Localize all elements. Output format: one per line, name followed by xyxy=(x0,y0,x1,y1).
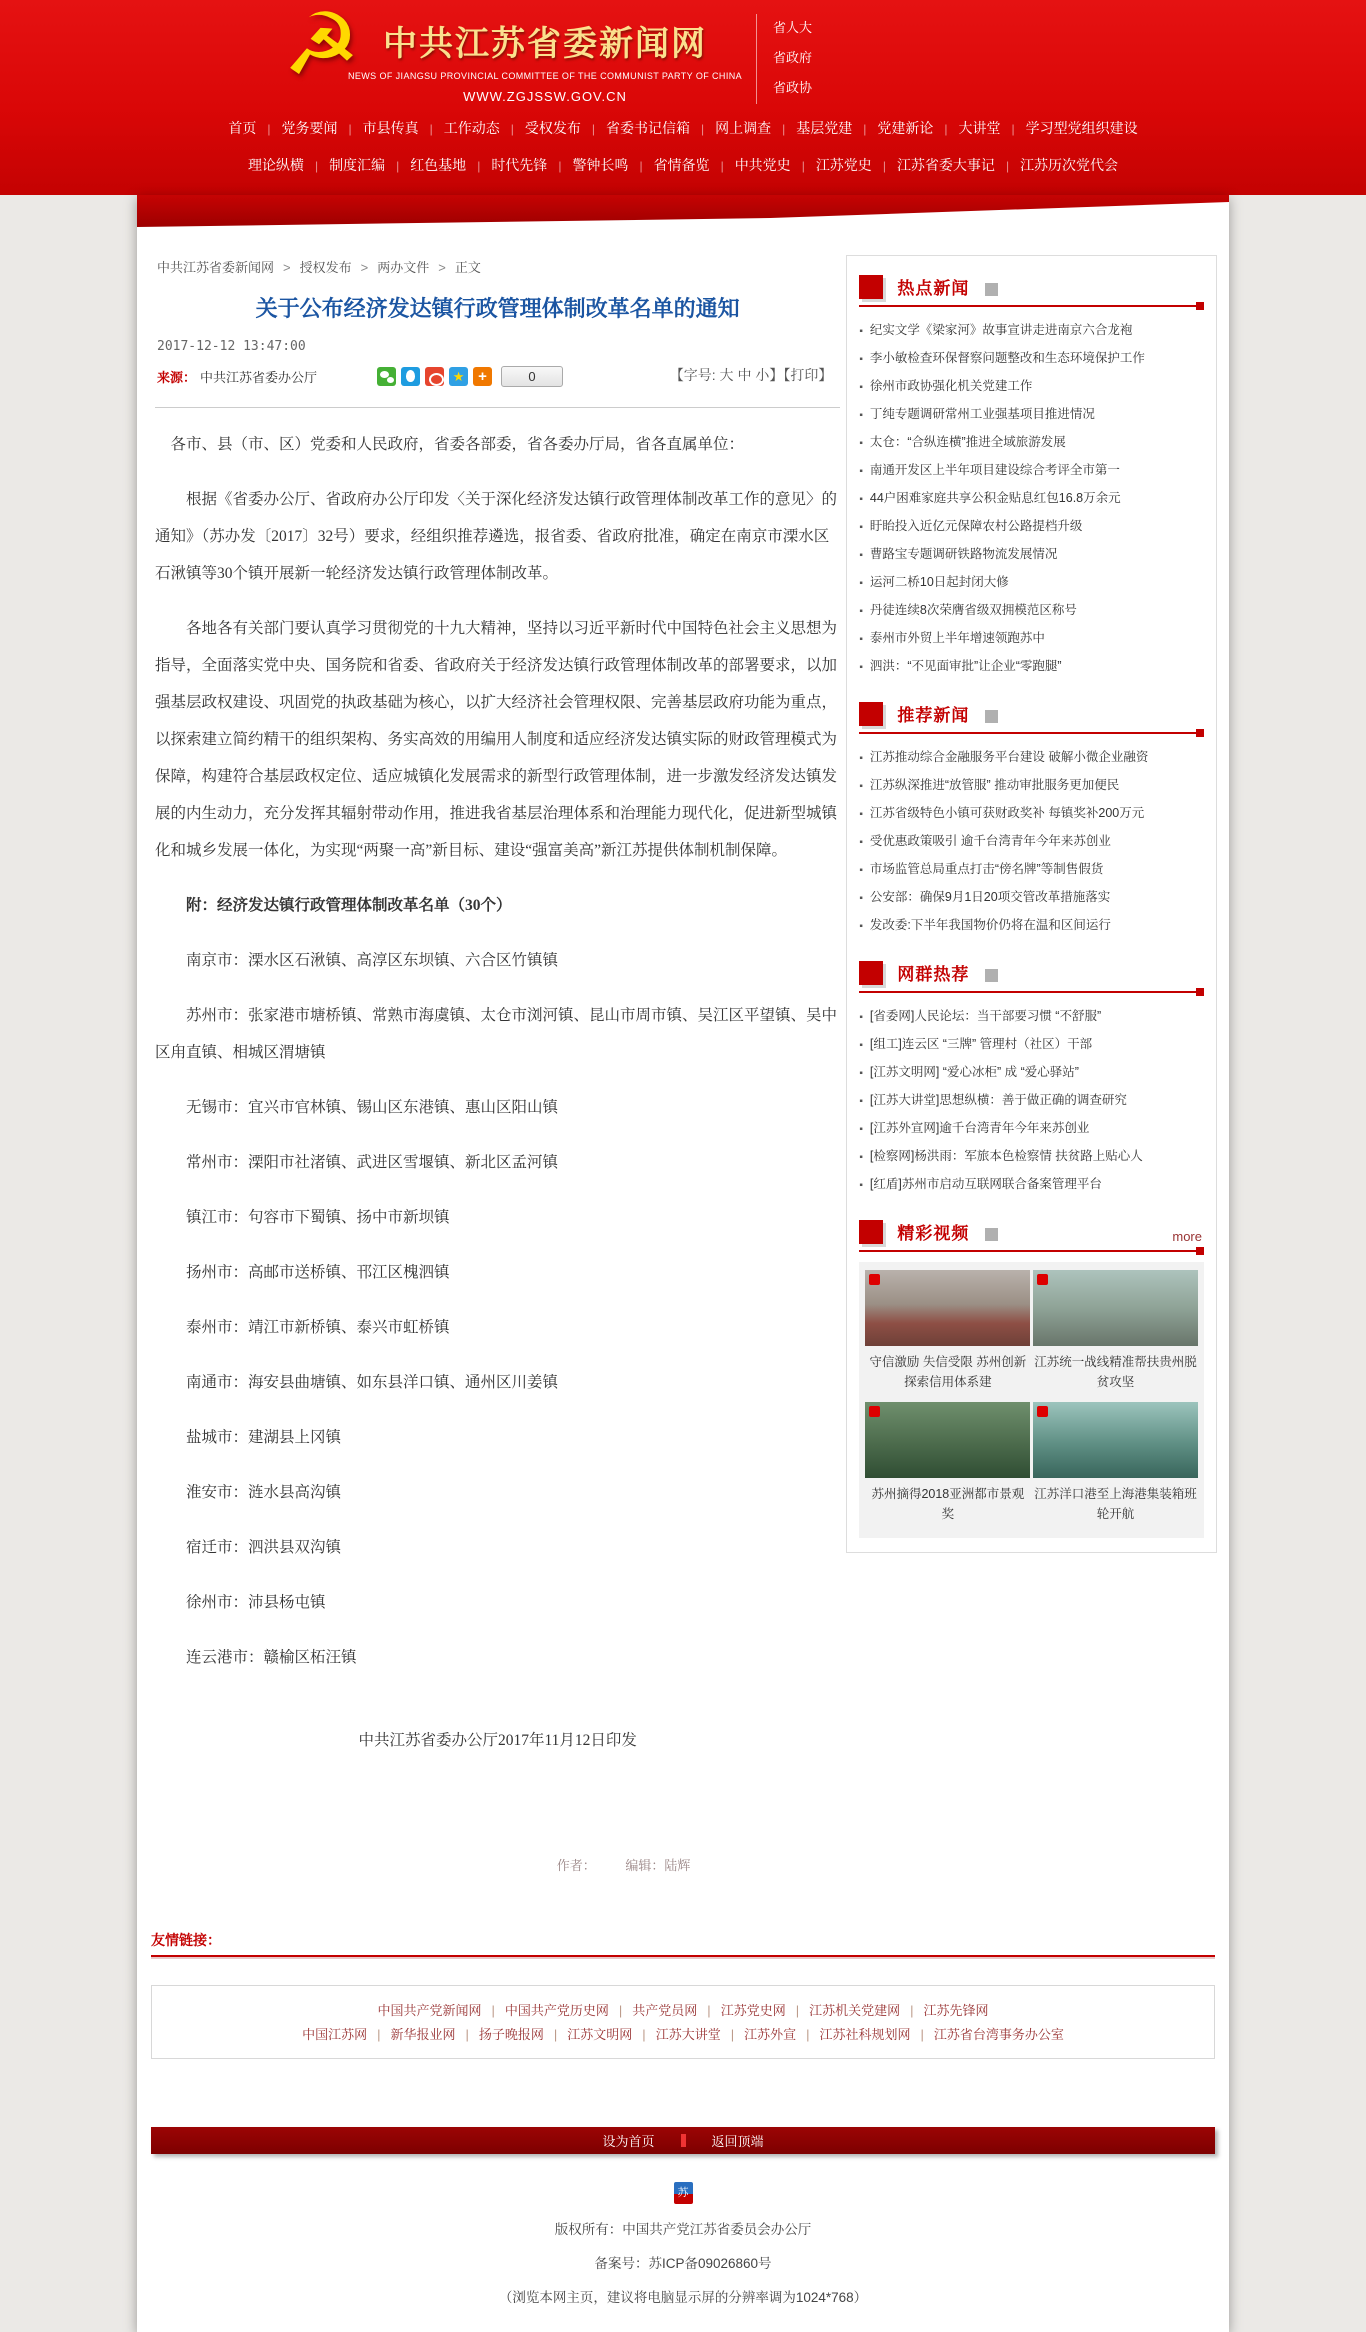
issued-line: 中共江苏省委办公厅2017年11月12日印发 xyxy=(358,1732,637,1749)
video-thumbnail[interactable] xyxy=(1033,1402,1198,1478)
nav-item[interactable]: | 学习型党组织建设 xyxy=(1001,118,1138,138)
news-link[interactable]: ▪ 市场监管总局重点打击“傍名牌”等制售假货 xyxy=(859,856,1204,884)
qzone-icon[interactable] xyxy=(449,367,468,386)
web-hot-header xyxy=(859,946,1204,993)
video-thumbnail[interactable] xyxy=(865,1270,1030,1346)
nav-item[interactable]: | 中共党史 xyxy=(710,155,791,175)
friend-link[interactable]: | 江苏省台湾事务办公室 xyxy=(911,2027,1064,2042)
news-link[interactable]: ▪ 江苏纵深推进“放管服” 推动审批服务更加便民 xyxy=(859,772,1204,800)
share-counter: 0 xyxy=(501,366,563,387)
friend-link[interactable]: | 江苏党史网 xyxy=(697,2003,785,2018)
videos-header xyxy=(859,1205,1204,1252)
news-link[interactable]: ▪ 受优惠政策吸引 逾千台湾青年今年来苏创业 xyxy=(859,828,1204,856)
print-button[interactable]: 【打印】 xyxy=(783,367,833,383)
news-link[interactable]: ▪ 丁纯专题调研常州工业强基项目推进情况 xyxy=(859,401,1204,429)
breadcrumb-item[interactable]: > 授权发布 xyxy=(274,257,352,276)
gov-quick-link[interactable]: 省人大 xyxy=(773,20,813,35)
city-town-entry: 无锡市：宜兴市官林镇、锡山区东港镇、惠山区阳山镇 xyxy=(186,1099,559,1116)
gov-quick-links xyxy=(756,14,884,104)
city-town-entry: 泰州市：靖江市新桥镇、泰兴市虹桥镇 xyxy=(186,1319,450,1336)
icp-line: 备案号：苏ICP备09026860号 xyxy=(594,2256,772,2271)
friend-link[interactable]: | 江苏社科规划网 xyxy=(796,2027,910,2042)
friend-link[interactable]: | 中国共产党历史网 xyxy=(481,2003,608,2018)
news-link[interactable]: ▪ 江苏省级特色小镇可获财政奖补 每镇奖补200万元 xyxy=(859,800,1204,828)
video-caption: 苏州摘得2018亚洲都市景观奖 xyxy=(871,1487,1025,1521)
city-town-entry: 徐州市：沛县杨屯镇 xyxy=(186,1594,326,1611)
share-plus-icon[interactable] xyxy=(473,367,492,386)
news-link[interactable]: ▪ [省委网]人民论坛：当干部要习惯 “不舒服” xyxy=(859,1003,1204,1031)
nav-item[interactable]: | 基层党建 xyxy=(771,118,852,138)
nav-item[interactable]: | 江苏历次党代会 xyxy=(995,155,1118,175)
nav-item[interactable]: | 红色基地 xyxy=(385,155,466,175)
source-value: 中共江苏省委办公厅 xyxy=(200,370,318,385)
city-town-entry: 宿迁市：泗洪县双沟镇 xyxy=(186,1539,342,1556)
news-link[interactable]: ▪ 运河二桥10日起封闭大修 xyxy=(859,569,1204,597)
section-deco-icon xyxy=(985,969,998,982)
ribbon-decoration xyxy=(137,195,1229,227)
section-title: 推荐新闻 xyxy=(897,706,970,725)
nav-item[interactable]: | 省情备览 xyxy=(628,155,709,175)
site-footer xyxy=(137,2182,1229,2306)
nav-item[interactable]: | 警钟长鸣 xyxy=(547,155,628,175)
news-link[interactable]: ▪ 泰州市外贸上半年增速领跑苏中 xyxy=(859,625,1204,653)
site-header xyxy=(0,0,1366,195)
section-square-icon xyxy=(859,961,883,985)
breadcrumb-item[interactable]: > 正文 xyxy=(429,257,481,276)
video-caption: 江苏统一战线精准帮扶贵州脱贫攻坚 xyxy=(1034,1355,1197,1389)
article-column xyxy=(149,227,846,1904)
article-body xyxy=(155,426,840,1759)
article-meta xyxy=(155,339,840,387)
nav-item[interactable]: | 受权发布 xyxy=(500,118,581,138)
attachment-heading: 附：经济发达镇行政管理体制改革名单（30个） xyxy=(186,897,512,914)
video-caption: 江苏洋口港至上海港集装箱班轮开航 xyxy=(1034,1487,1197,1521)
nav-item[interactable]: | 党务要闻 xyxy=(256,118,337,138)
video-item[interactable] xyxy=(1033,1402,1198,1524)
nav-item[interactable]: | 省委书记信箱 xyxy=(581,118,690,138)
nav-item[interactable]: | 网上调查 xyxy=(690,118,771,138)
author-label: 作者： xyxy=(556,1858,596,1873)
news-link[interactable]: ▪ 李小敏检查环保督察问题整改和生态环境保护工作 xyxy=(859,345,1204,373)
article-paragraph: 根据《省委办公厅、省政府办公厅印发〈关于深化经济发达镇行政管理体制改革工作的意见〉的通知》（苏办发〔2017〕32号）要求，经组织推荐遴选，报省委、省政府批准，确定在南京市溧水区石湫镇等30个镇开展新一轮经济发达镇行政管理体制改革。 xyxy=(155,491,838,582)
video-thumbnail[interactable] xyxy=(1033,1270,1198,1346)
city-town-entry: 连云港市：赣榆区柘汪镇 xyxy=(186,1649,357,1666)
news-link[interactable]: ▪ [检察网]杨洪雨：军旅本色检察情 扶贫路上贴心人 xyxy=(859,1143,1204,1171)
section-title: 热点新闻 xyxy=(897,279,970,298)
city-town-entry: 盐城市：建湖县上冈镇 xyxy=(186,1429,342,1446)
article-paragraph: 各市、县（市、区）党委和人民政府，省委各部委，省各委办厅局，省各直属单位： xyxy=(170,436,745,453)
section-deco-icon xyxy=(985,283,998,296)
news-link[interactable]: ▪ 徐州市政协强化机关党建工作 xyxy=(859,373,1204,401)
news-link[interactable]: ▪ 纪实文学《梁家河》故事宣讲走进南京六合龙袍 xyxy=(859,317,1204,345)
video-grid xyxy=(859,1262,1204,1538)
city-town-entry: 南通市：海安县曲塘镇、如东县洋口镇、通州区川姜镇 xyxy=(186,1374,559,1391)
news-link[interactable]: ▪ 公安部：确保9月1日20项交管改革措施落实 xyxy=(859,884,1204,912)
section-deco-icon xyxy=(985,1228,998,1241)
news-link[interactable]: ▪ 太仓：“合纵连横”推进全域旅游发展 xyxy=(859,429,1204,457)
city-town-entry: 镇江市：句容市下蜀镇、扬中市新坝镇 xyxy=(186,1209,450,1226)
friend-link[interactable]: | 扬子晚报网 xyxy=(455,2027,543,2042)
video-item[interactable] xyxy=(865,1270,1030,1392)
party-emblem-icon: ☭ xyxy=(283,0,361,93)
nav-item[interactable]: | 制度汇编 xyxy=(304,155,385,175)
news-link[interactable]: ▪ [红盾]苏州市启动互联网联合备案管理平台 xyxy=(859,1171,1204,1199)
weibo-icon[interactable] xyxy=(425,367,444,386)
breadcrumb xyxy=(157,257,840,276)
news-link[interactable]: ▪ [江苏文明网] “爱心冰柜” 成 “爱心驿站” xyxy=(859,1059,1204,1087)
page-title: 关于公布经济发达镇行政管理体制改革名单的通知 xyxy=(255,296,740,321)
wechat-icon[interactable] xyxy=(377,367,396,386)
city-town-entry: 常州市：溧阳市社渚镇、武进区雪堰镇、新北区孟河镇 xyxy=(186,1154,559,1171)
copyright-line: 版权所有：中国共产党江苏省委员会办公厅 xyxy=(554,2222,812,2237)
news-link[interactable]: ▪ 丹徒连续8次荣膺省级双拥模范区称号 xyxy=(859,597,1204,625)
news-link[interactable]: ▪ 曹路宝专题调研铁路物流发展情况 xyxy=(859,541,1204,569)
recommend-news-list xyxy=(859,734,1204,946)
breadcrumb-item[interactable]: > 两办文件 xyxy=(352,257,430,276)
friend-link[interactable]: 中国江苏网 xyxy=(302,2027,368,2042)
city-town-entry: 南京市：溧水区石湫镇、高淳区东坝镇、六合区竹镇镇 xyxy=(186,952,559,969)
jiangsu-badge-icon[interactable]: 苏 xyxy=(674,2182,693,2204)
author-editor-line xyxy=(155,1855,690,1874)
section-square-icon xyxy=(859,1220,883,1244)
video-item[interactable] xyxy=(1033,1270,1198,1392)
friend-link[interactable]: | 新华报业网 xyxy=(367,2027,455,2042)
source-label: 来源： xyxy=(157,370,197,385)
friend-link[interactable]: | 共产党员网 xyxy=(609,2003,697,2018)
news-link[interactable]: ▪ [江苏大讲堂]思想纵横：善于做正确的调查研究 xyxy=(859,1087,1204,1115)
news-link[interactable]: ▪ 南通开发区上半年项目建设综合考评全市第一 xyxy=(859,457,1204,485)
editor-label: 编辑：陆辉 xyxy=(625,1858,691,1873)
sidebar xyxy=(846,255,1217,1553)
recommend-news-header xyxy=(859,687,1204,734)
nav-item[interactable]: | 市县传真 xyxy=(338,118,419,138)
friend-link[interactable]: | 江苏大讲堂 xyxy=(632,2027,720,2042)
video-thumbnail[interactable] xyxy=(865,1402,1030,1478)
more-link[interactable]: more xyxy=(1172,1229,1202,1244)
article-paragraph: 各地各有关部门要认真学习贯彻党的十九大精神，坚持以习近平新时代中国特色社会主义思想为指导，全面落实党中央、国务院和省委、省政府关于经济发达镇行政管理体制改革的部署要求，以加强基层政权建设、巩固党的执政基础为核心，以扩大经济社会管理权限、完善基层政府功能为重点，以探索建立简约精干的组织架构、务实高效的用编用人制度和适应经济发达镇实际的财政管理模式为保障，构建符合基层政权定位、适应城镇化发展需求的新型行政管理体制，进一步激发经济发达镇发展的内生动力，充分发挥其辐射带动作用，推进我省基层治理体系和治理能力现代化，促进新型城镇化和城乡发展一体化，为实现“两聚一高”新目标、建设“强富美高”新江苏提供体制机制保障。 xyxy=(155,620,838,859)
bottom-bar xyxy=(151,2127,1215,2154)
share-bar xyxy=(377,366,563,387)
publish-datetime: 2017-12-12 13:47:00 xyxy=(157,339,306,354)
gov-quick-link[interactable]: 省政协 xyxy=(773,80,813,95)
friend-link[interactable]: | 江苏文明网 xyxy=(544,2027,632,2042)
site-url[interactable]: WWW.ZGJSSW.GOV.CN xyxy=(463,89,627,104)
set-home-button[interactable]: 设为首页 xyxy=(602,2134,655,2149)
news-link[interactable]: ▪ [组工]连云区 “三牌” 管理村（社区）干部 xyxy=(859,1031,1204,1059)
section-square-icon xyxy=(859,702,883,726)
nav-item[interactable]: | 党建新论 xyxy=(852,118,933,138)
news-link[interactable]: ▪ 盱眙投入近亿元保障农村公路提档升级 xyxy=(859,513,1204,541)
nav-item[interactable]: 首页 xyxy=(228,120,257,136)
breadcrumb-item[interactable]: 中共江苏省委新闻网 xyxy=(157,260,275,275)
friend-link[interactable]: 中国共产党新闻网 xyxy=(377,2003,482,2018)
friend-link[interactable]: | 江苏机关党建网 xyxy=(786,2003,900,2018)
news-link[interactable]: ▪ 泗洪：“不见面审批”让企业“零跑腿” xyxy=(859,653,1204,681)
city-town-entry: 苏州市：张家港市塘桥镇、常熟市海虞镇、太仓市浏河镇、昆山市周市镇、吴江区平望镇、吴中区甪直镇、相城区渭塘镇 xyxy=(155,1007,838,1061)
video-caption: 守信激励 失信受限 苏州创新探索信用体系建 xyxy=(869,1355,1027,1389)
site-title: 中共江苏省委新闻网 xyxy=(383,25,707,63)
nav-item[interactable]: 理论纵横 xyxy=(247,157,304,173)
news-link[interactable]: ▪ 江苏推动综合金融服务平台建设 破解小微企业融资 xyxy=(859,744,1204,772)
primary-nav xyxy=(137,118,1229,138)
bar-separator xyxy=(681,2134,686,2147)
section-square-icon xyxy=(859,275,883,299)
hot-news-list xyxy=(859,307,1204,687)
nav-item[interactable]: | 江苏省委大事记 xyxy=(872,155,995,175)
secondary-nav xyxy=(137,155,1229,175)
gov-quick-link[interactable]: 省政府 xyxy=(773,50,813,65)
friend-link[interactable]: | 江苏先锋网 xyxy=(900,2003,988,2018)
news-link[interactable]: ▪ 发改委:下半年我国物价仍将在温和区间运行 xyxy=(859,912,1204,940)
hot-news-header xyxy=(859,260,1204,307)
friend-link[interactable]: | 江苏外宣 xyxy=(721,2027,796,2042)
section-title: 网群热荐 xyxy=(897,965,970,984)
nav-item[interactable]: | 工作动态 xyxy=(419,118,500,138)
friend-links-box xyxy=(151,1985,1215,2059)
qq-icon[interactable] xyxy=(401,367,420,386)
fontsize-control[interactable]: 【字号: 大 中 小】 xyxy=(669,367,784,383)
meta-divider xyxy=(155,407,840,408)
back-to-top-button[interactable]: 返回顶端 xyxy=(711,2134,764,2149)
news-link[interactable]: ▪ 44户困难家庭共享公积金贴息红包16.8万余元 xyxy=(859,485,1204,513)
friend-links-label: 友情链接： xyxy=(151,1932,221,1948)
site-subtitle: NEWS OF JIANGSU PROVINCIAL COMMITTEE OF THE COMMUNIST PARTY OF CHINA xyxy=(347,71,743,81)
friend-links-section xyxy=(137,1930,1229,2059)
nav-item[interactable]: | 江苏党史 xyxy=(791,155,872,175)
nav-item[interactable]: | 大讲堂 xyxy=(933,118,1000,138)
video-item[interactable] xyxy=(865,1402,1030,1524)
section-title: 精彩视频 xyxy=(897,1224,970,1243)
section-deco-icon xyxy=(985,710,998,723)
page-sheet xyxy=(137,195,1229,2332)
nav-item[interactable]: | 时代先锋 xyxy=(466,155,547,175)
web-hot-list xyxy=(859,993,1204,1205)
resolution-notice: （浏览本网主页，建议将电脑显示屏的分辨率调为1024*768） xyxy=(498,2290,868,2305)
news-link[interactable]: ▪ [江苏外宣网]逾千台湾青年今年来苏创业 xyxy=(859,1115,1204,1143)
city-town-entry: 扬州市：高邮市送桥镇、邗江区槐泗镇 xyxy=(186,1264,450,1281)
city-town-entry: 淮安市：涟水县高沟镇 xyxy=(186,1484,342,1501)
